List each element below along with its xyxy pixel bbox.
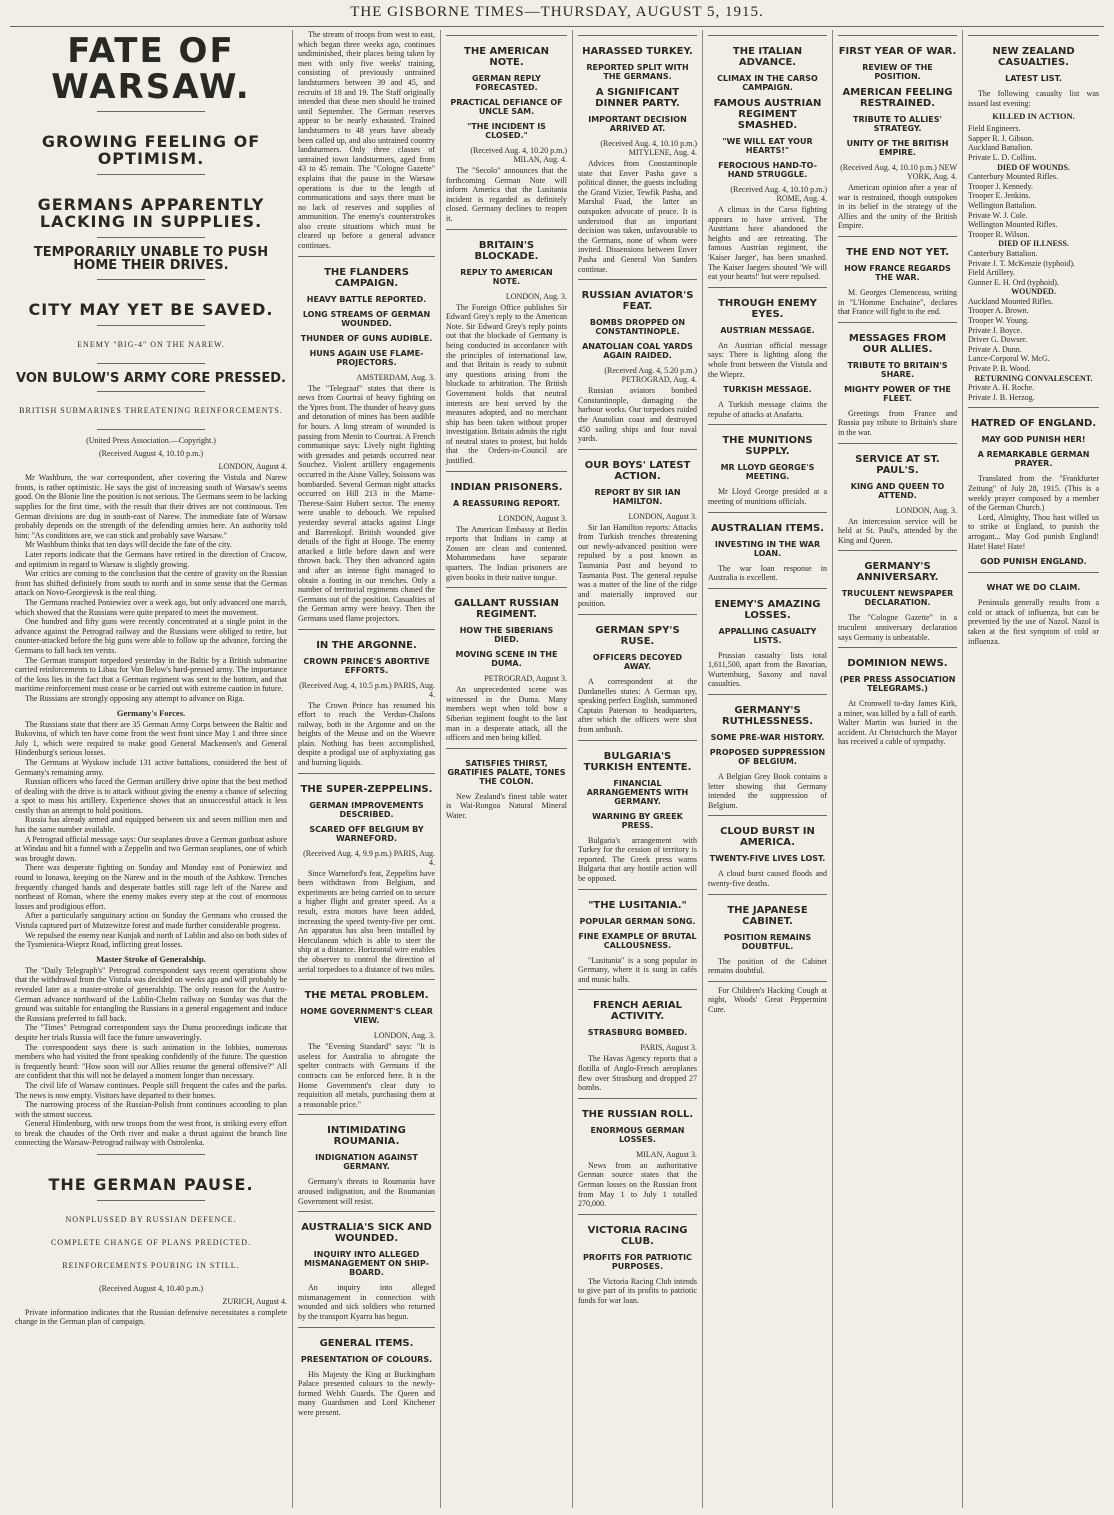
- article-paragraph: Russia has already armed and equipped between six and seven million men and has the same number available.: [15, 815, 287, 835]
- subheading: WARNING BY GREEK PRESS.: [592, 811, 683, 830]
- article-paragraph: The Foreign Office publishes Sir Edward Grey's reply to the American Note. Sir Edward Grey's reply points out that the blockade of Germany is being conducted in accordance with the principles of international law, and that Britain is ready to submit any questions arising from the blockade to arbitration. The British Government holds that neutral interests are best served by the measures adopted, and no merchant ship has been taken without proper investigation. Britain admits the right of neutral states to protest, but holds that the Orders-in-Council are justified.: [446, 302, 567, 466]
- article-australia: [298, 1211, 435, 1321]
- casualty-line: DIED OF ILLNESS.: [998, 239, 1069, 249]
- article-first-year: [838, 35, 957, 231]
- article-paragraph: The civil life of Warsaw continues. People still frequent the cafes and the parks. The news is now empty. Visitors have departed to their homes.: [15, 1080, 287, 1100]
- casualty-line: Field Engineers.: [968, 124, 1021, 134]
- article-paragraph: Advices from Constantinople state that Enver Pasha gave a political dinner, the guests including the Grand Vizier, Tewfik Pasha, and Marshal Fuad, the latter an outspoken advocate of peace. It is understood that an important decision was taken, unfavourable to the Germans, none of whom were invited. Dissensions between Enver Pasha and General Von Sanders continue.: [578, 159, 697, 274]
- subheading: SOME PRE-WAR HISTORY.: [710, 733, 825, 743]
- ad-text: New Zealand's finest table water is Wai-Rongoa Natural Mineral Water.: [446, 791, 567, 820]
- article-turkey: [578, 35, 697, 274]
- article-paragraph: General Hindenburg, with new troops from the west front, is striking every effort to break the chaudes of the Orth river and make a thrust against the branch line connecting the Warsaw-Petrograd railway with Ostrolenka.: [15, 1119, 287, 1148]
- subheading: (PER PRESS ASSOCIATION TELEGRAMS.): [839, 675, 956, 694]
- subheading: TRUCULENT NEWSPAPER DECLARATION.: [841, 589, 954, 608]
- article-paragraph: At Cromwell to-day James Kirk, a miner, was killed by a fall of earth. Walter Martin was buried in the accident. At Christchurch the Mayor has received a cable of sympathy.: [838, 699, 957, 747]
- casualty-line: Lance-Corporal W. McG.: [968, 354, 1050, 364]
- dateline: PARIS, August 3.: [640, 1043, 697, 1053]
- section-heading: THE METAL PROBLEM.: [304, 990, 429, 1002]
- casualty-line: Trooper E. Jenkins.: [968, 191, 1031, 201]
- subheading: ANATOLIAN COAL YARDS AGAIN RAIDED.: [582, 342, 693, 361]
- column-3: [440, 30, 572, 1508]
- column-4: [572, 30, 702, 1508]
- article-paragraph: The Russians are strongly opposing any attempt to advance on Riga.: [25, 693, 245, 703]
- dateline: LONDON, Aug. 3.: [373, 1031, 435, 1041]
- casualty-line: WOUNDED.: [1011, 287, 1056, 297]
- article-australian-items: [708, 512, 827, 583]
- article-paragraph: The Crown Prince has resumed his effort to reach the Verdun-Chalons railway, both in the Argonne and on the heights of the Meuse and on the Woevre plain. Nothing has been accomplished, despite a prodigal use of asphyxiating gas and burning liquids.: [298, 700, 435, 768]
- casualty-line: Wellington Battalion.: [968, 200, 1037, 210]
- advertisement: [708, 981, 827, 1015]
- divider: [97, 237, 206, 238]
- article-end-not-yet: [838, 236, 957, 317]
- column-1: [10, 30, 292, 1508]
- subheading: HOW FRANCE REGARDS THE WAR.: [844, 263, 951, 282]
- dateline: (Received Aug. 4, 10.10 p.m.) MITYLENE, Aug. 4.: [600, 139, 697, 157]
- masthead: THE GISBORNE TIMES—THURSDAY, AUGUST 5, 1915.: [10, 4, 1104, 27]
- article-paragraph: Sir Ian Hamilton reports: Attacks from Turkish trenches threatening our newly-advanced position were repulsed by a post known as Tasmania Post and beyond to Tasmania Post. The general repulse was a matter of the line of the ridge and materially improved our position.: [578, 522, 697, 609]
- article-paragraph: The "Telegraaf" states that there is news from Courtrai of heavy fighting on the Ypres front. The thunder of heavy guns and detonation of mines has been audible for hours. A long stream of wounded is passing from Menin to Courtrai. A French communique says: Lively night fighting with grenades and petards occurred near Souchez. Violent artillery engagements occurred in the Aisne Valley, Soissons was bombarded. Several German night attacks occurred on Hill 213 in the Marne-Therese-Saint Hubert sector. The enemy were unable to debouch. We repulsed yesterday several attacks against Linge and Barrenkopf. British wounded give details of the fight at Hooge. The enemy attacked a little before dawn and were thrown back. They then advanced again and after an intense fight managed to obtain a footing in our trenches. Only a number of territorial regiments chased the Germans out of the position. Casualties of the German army were heavy. Then the Germans used flame projectors.: [298, 383, 436, 623]
- subheading: INDIGNATION AGAINST GERMANY.: [315, 1153, 418, 1172]
- article-paragraph: An Austrian official message says: There is lighting along the whole front between the Vistula and the Wieprz.: [708, 340, 827, 379]
- casualty-line: Auckland Battalion.: [968, 143, 1033, 153]
- article-ruthlessness: [708, 694, 827, 810]
- article-anniversary: [838, 550, 957, 642]
- subheading: REPLY TO AMERICAN NOTE.: [460, 267, 553, 286]
- subheading: A REMARKABLE GERMAN PRAYER.: [977, 450, 1090, 469]
- section-heading: GERMAN SPY'S RUSE.: [595, 625, 680, 648]
- casualty-line: Driver G. Dowser.: [968, 335, 1028, 345]
- subheading: REPORT BY SIR IAN HAMILTON.: [594, 487, 681, 506]
- dateline: (Received Aug. 4, 10.5 p.m.) PARIS, Aug. 4.: [299, 680, 435, 699]
- article-paragraph: After a particularly sanguinary action on Sunday the Germans who crossed the Vistula captured part of Mutzewitze forest and made further considerable progress.: [15, 911, 287, 930]
- article-flanders: [298, 256, 435, 624]
- column-6: [832, 30, 962, 1508]
- subheading: INQUIRY INTO ALLEGED MISMANAGEMENT ON SHIP-BOARD.: [304, 1250, 429, 1278]
- article-paragraph: A correspondent at the Dardanelles states: A German spy, speaking perfect English, summoned Captain Paterson to headquarters, after which the officers were shot from ambush.: [578, 677, 697, 734]
- section-heading: SERVICE AT ST. PAUL'S.: [855, 453, 940, 476]
- article-paragraph: His Majesty the King at Buckingham Palace presented colours to the newly-formed Welsh Guards. The Queen and many Guardsmen and Lord Kitchener were present.: [298, 1369, 435, 1417]
- divider: [97, 1200, 206, 1201]
- article-paragraph: The "Daily Telegraph's" Petrograd correspondent says recent operations show that the withdrawal from the Vistula was decided on weeks ago and will probably be revealed later as a master-stroke of generalship. The only reason for the Austro-German advance northward of the Lublin-Chelm railway on Sunday was that the ground was suitable for entangling the Russians in a general engagement and induce the Russians preferred to fall back.: [15, 965, 287, 1023]
- subheading: SCARED OFF BELGIUM BY WARNEFORD.: [309, 824, 424, 843]
- deck-9: COMPLETE CHANGE OF PLANS PREDICTED.: [50, 1237, 252, 1247]
- dateline: LONDON, August 3.: [628, 511, 697, 521]
- article-paragraph: The American Embassy at Berlin reports that Indians in camp at Zossen are clean and contented. Mohammedans have separate quarters. The Indian prisoners are given books in their native tongue.: [446, 524, 567, 582]
- casualty-line: Gunner E. H. Ord (typhoid).: [968, 277, 1059, 287]
- divider: [97, 391, 206, 392]
- section-heading: GENERAL ITEMS.: [319, 1337, 414, 1349]
- deck-7: BRITISH SUBMARINES THREATENING REINFORCEMENTS.: [19, 406, 283, 416]
- section-heading: GERMANY'S RUTHLESSNESS.: [721, 705, 814, 728]
- section-heading: FRENCH AERIAL ACTIVITY.: [592, 1000, 683, 1023]
- subheading: Germany's Forces.: [116, 707, 186, 718]
- subheading: HEAVY BATTLE REPORTED.: [306, 294, 427, 304]
- subheading: BOMBS DROPPED ON CONSTANTINOPLE.: [589, 318, 686, 337]
- list-heading: KILLED IN ACTION.: [992, 111, 1075, 122]
- article-our-boys: [578, 449, 697, 609]
- section-heading: DOMINION NEWS.: [847, 658, 948, 670]
- section-heading: BULGARIA'S TURKISH ENTENTE.: [583, 750, 692, 773]
- section-heading: THE ITALIAN ADVANCE.: [732, 46, 803, 68]
- casualty-line: Trooper J. Kennedy.: [968, 181, 1033, 191]
- subheading: INVESTING IN THE WAR LOAN.: [714, 539, 821, 558]
- subheading: OFFICERS DECOYED AWAY.: [592, 653, 683, 672]
- section-heading: IN THE ARGONNE.: [316, 639, 417, 651]
- subheading: AUSTRIAN MESSAGE.: [720, 325, 815, 335]
- article-paragraph: The "Secolo" announces that the forthcoming German Note will inform America that the Lusitania incident is regarded as definitely closed. Germany declines to reopen it.: [446, 166, 567, 223]
- article-paragraph: Mr Washburn thinks that ten days will decide the fate of the city.: [25, 540, 232, 550]
- dateline: LONDON, Aug. 3.: [505, 291, 567, 301]
- casualty-line: RETURNING CONVALESCENT.: [974, 373, 1093, 383]
- subheading: TURKISH MESSAGE.: [723, 385, 812, 395]
- article-paragraph: Peninsula generally results from a cold or attack of influenza, but can be prevented by the use of Nazol. Nazol is taken at the first symptom of cold or influenza.: [968, 598, 1099, 646]
- casualty-line: Canterbury Battalion.: [968, 248, 1038, 258]
- casualty-line: Canterbury Mounted Rifles.: [968, 172, 1058, 182]
- article-russian-regiment: [446, 587, 567, 743]
- subheading: CLIMAX IN THE CARSO CAMPAIGN.: [717, 74, 818, 92]
- casualty-list: [968, 124, 1099, 402]
- subheading: TRIBUTE TO BRITAIN'S SHARE.: [847, 360, 948, 379]
- dateline: AMSTERDAM, Aug. 3.: [356, 372, 435, 382]
- article-japanese-cabinet: [708, 894, 827, 976]
- article-paragraph: Russian aviators bombed Constantinople, damaging the harbour works. Our torpedoes raided the Anatolian coast and destroyed 450 sailing ships and four naval yards.: [578, 386, 697, 444]
- section-heading: VICTORIA RACING CLUB.: [587, 1224, 688, 1247]
- subheading: HOW THE SIBERIANS DIED.: [459, 626, 554, 645]
- article-paragraph: An inquiry into alleged mismanagement in connection with wounded and sick soldiers who returned by the transport Kyarra has begun.: [298, 1283, 435, 1321]
- deck-4: CITY MAY YET BE SAVED.: [28, 299, 274, 319]
- subheading: MR LLOYD GEORGE'S MEETING.: [720, 463, 815, 482]
- dateline: (Received Aug. 4, 10.10 p.m.) ROME, Aug. 4.: [730, 185, 827, 203]
- article-paragraph: News from an authoritative German source states that the German losses on the Russian front from May 1 to July 1 totalled 270,000.: [578, 1160, 697, 1209]
- subheading: REVIEW OF THE POSITION.: [862, 63, 933, 81]
- dateline: (Received Aug. 4, 9.9 p.m.) PARIS, Aug. 4.: [303, 848, 435, 867]
- casualty-line: Wellington Mounted Rifles.: [968, 220, 1058, 230]
- divider: [97, 279, 206, 280]
- article-paragraph: The correspondent says there is such animation in the lobbies, numerous members who had visited the front speaking confidently of the future. The question is frequently heard: "How soon will our Allies resume the general offensive?" All are confident that this will not be delayed a moment longer than necessary.: [15, 1042, 287, 1081]
- article-paragraph: The Germans at Wyskow include 131 active battalions, considered the best of Germany's remaining army.: [15, 757, 287, 777]
- subheading: APPALLING CASUALTY LISTS.: [718, 626, 817, 645]
- article-paragraph: A climax in the Carso fighting appears to have arrived. The Austrians have abandoned the heights and are retreating. The famous Austrian regiment, the 'Kaiser Jaeger', has been smashed. The Kaiser Jaegers shouted 'We will eat your hearts!' but were repulsed.: [708, 205, 827, 282]
- article-paragraph: Translated from the "Frankfurter Zeitung" of July 28, 1915. (This is a weekly prayer composed by a member of the German Church.): [968, 474, 1099, 513]
- divider: [97, 111, 206, 112]
- article-paragraph: The war loan response in Australia is excellent.: [708, 563, 827, 583]
- article-paragraph: Lord, Almighty, Thou hast willed us to strike at England, to punish the arrogant... May God punish England! Hate! Hate! Hate!: [968, 512, 1099, 551]
- casualty-line: Private L. D. Collins.: [968, 152, 1037, 162]
- article-blockade: [446, 229, 567, 466]
- subheading: GERMAN IMPROVEMENTS DESCRIBED.: [309, 800, 424, 819]
- section-heading: THE END NOT YET.: [846, 246, 949, 258]
- article-paragraph: We repulsed the enemy near Kunjak and north of Lublin and also on both sides of the Tysmienica-Wieprz Road, inflicting great losses.: [15, 930, 287, 950]
- dateline: LONDON, August 3.: [498, 513, 567, 523]
- section-heading: THE RUSSIAN ROLL.: [581, 1108, 694, 1120]
- subheading: "WE WILL EAT YOUR HEARTS!": [722, 137, 813, 155]
- section-heading: THE FLANDERS CAMPAIGN.: [324, 266, 409, 289]
- subheading: THUNDER OF GUNS AUDIBLE.: [300, 333, 433, 343]
- article-paragraph: The Havas Agency reports that a flotilla of Anglo-French aeroplanes flew over Strasburg and dropped 27 bombs.: [578, 1054, 697, 1093]
- subheading: GOD PUNISH ENGLAND.: [980, 557, 1087, 567]
- casualty-line: Auckland Mounted Rifles.: [968, 296, 1054, 306]
- subheading: PROFITS FOR PATRIOTIC PURPOSES.: [583, 1252, 692, 1271]
- article-indian-prisoners: [446, 471, 567, 583]
- subheading: IMPORTANT DECISION ARRIVED AT.: [588, 115, 687, 133]
- casualty-line: Private P. B. Wood.: [968, 364, 1031, 374]
- subheading: ENORMOUS GERMAN LOSSES.: [590, 1125, 685, 1144]
- casualty-line: Private W. J. Cole.: [968, 210, 1028, 220]
- article-paragraph: M. Georges Clemenceau, writing in "L'Homme Enchaine", declares that France will fight to the end.: [838, 287, 957, 317]
- article-hatred: [968, 407, 1099, 566]
- casualty-line: Private J. Boyce.: [968, 325, 1023, 335]
- dateline: MILAN, August 3.: [636, 1149, 697, 1159]
- subheading: AMERICAN FEELING RESTRAINED.: [842, 87, 953, 109]
- casualty-line: Private J. B. Herzog.: [968, 392, 1035, 402]
- article-paragraph: A Petrograd official message says: Our seaplanes drove a German gunboat ashore at Windau and hit a funnel with a Zeppelin and two German seaplanes, one of which was brought down.: [15, 834, 287, 863]
- subheading: REPORTED SPLIT WITH THE GERMANS.: [586, 63, 689, 81]
- section-heading: HARASSED TURKEY.: [582, 46, 693, 57]
- article-russian-roll: [578, 1098, 697, 1209]
- dateline: LONDON, August 4.: [218, 462, 287, 472]
- article-paragraph: The "Times" Petrograd correspondent says the Duma proceedings indicate that despite her trials Russia will face the future unwaveringly.: [15, 1023, 287, 1042]
- casualty-line: Private A. Dunn.: [968, 344, 1022, 354]
- section-heading: GERMANY'S ANNIVERSARY.: [856, 561, 939, 584]
- deck-1: GROWING FEELING OF OPTIMISM.: [41, 132, 261, 169]
- article-paragraph: The Victoria Racing Club intends to give part of its profits to patriotic funds for war loan.: [578, 1276, 697, 1305]
- subheading: CROWN PRINCE'S ABORTIVE EFFORTS.: [303, 656, 430, 675]
- article-roumania: [298, 1114, 435, 1206]
- article-paragraph: Mr Lloyd George presided at a meeting of munitions officials.: [708, 487, 827, 506]
- section-heading: MESSAGES FROM OUR ALLIES.: [848, 332, 947, 355]
- subheading: A REASSURING REPORT.: [452, 498, 560, 508]
- subheading: PRESENTATION OF COLOURS.: [300, 1354, 433, 1364]
- subheading: LATEST LIST.: [1005, 74, 1062, 83]
- article-enemy-losses: [708, 588, 827, 689]
- section-heading: INTIMIDATING ROUMANIA.: [327, 1125, 406, 1148]
- article-paragraph: War critics are coming to the conclusion that the centre of gravity on the Russian front has shifted definitely from south to north and in some sense that the German attack on Novo-Georgievsk is the real thing.: [15, 569, 287, 598]
- received-line: (Received August 4, 10.40 p.m.): [99, 1283, 203, 1293]
- subheading: FINE EXAMPLE OF BRUTAL CALLOUSNESS.: [578, 931, 697, 950]
- article-paragraph: One hundred and fifty guns were recently concentrated at a single point in the advance against the Petrograd railway and the Russians were obliged to retire, but counter-attacked before the big guns were able to follow up the advance, forcing the Germans to fall back ten versts.: [15, 617, 287, 655]
- article-what-we-claim: [968, 572, 1099, 646]
- article-paragraph: The Russians state that there are 35 German Army Corps between the Baltic and Bukovina, of which ten have come from the west front since May 1 and three since July 1, which were required to make good General Mackensen's and General Hindenburg's serious losses.: [15, 719, 287, 758]
- deck-2: GERMANS APPARENTLY LACKING IN SUPPLIES.: [37, 194, 265, 231]
- subheading: POSITION REMAINS DOUBTFUL.: [723, 932, 812, 951]
- subheading: PRACTICAL DEFIANCE OF UNCLE SAM.: [450, 98, 563, 116]
- article-general: [298, 1327, 435, 1418]
- article-paragraph: The position of the Cabinet remains doubtful.: [708, 956, 827, 976]
- section-heading: HATRED OF ENGLAND.: [970, 418, 1097, 430]
- article-paragraph: "Lusitania" is a song popular in Germany, where it is sung in cafés and music halls.: [578, 955, 697, 984]
- subheading: FAMOUS AUSTRIAN REGIMENT SMASHED.: [713, 98, 822, 131]
- newspaper-columns: [10, 30, 1104, 1508]
- subheading: PROPOSED SUPPRESSION OF BELGIUM.: [709, 748, 826, 767]
- article-argonne: [298, 629, 435, 768]
- article-paragraph: An intercession service will be held at St. Paul's, attended by the King and Queen.: [838, 516, 957, 545]
- deck-10: REINFORCEMENTS POURING IN STILL.: [62, 1260, 240, 1270]
- article-paragraph: A Turkish message claims the repulse of attacks at Anafarta.: [708, 400, 827, 419]
- section-heading: THE SUPER-ZEPPELINS.: [300, 783, 433, 795]
- subheading: GERMAN REPLY FORECASTED.: [472, 74, 541, 92]
- article-italian-advance: [708, 35, 827, 282]
- section-heading: RUSSIAN AVIATOR'S FEAT.: [581, 290, 694, 313]
- article-cloud-burst: [708, 815, 827, 888]
- article-paragraph: The following casualty list was issued last evening:: [968, 89, 1099, 108]
- article-paragraph: The "Evening Standard" says: "It is useless for Australia to abrogate the spelter contracts with Germans if the contracts can be enforced here. It is the Home Government's clear duty to requisition all metals, purchasing them at a reasonable price.": [298, 1042, 435, 1109]
- article-zeppelins: [298, 773, 435, 975]
- casualty-line: Private J. T. McKenzie (typhoid).: [968, 258, 1076, 268]
- article-paragraph: Russian officers who faced the German artillery drive opine that the best method of dealing with the drive is to attack without giving the enemy a chance of selecting a spot to mass his artillery. Experience shows that an unsuccessful attack is less costly than an attempt to hold positions.: [15, 777, 287, 815]
- article-paragraph: An unprecedented scene was witnessed in the Duma. Many members wept when told how a Siberian regiment fought to the last man in a desperate attack, all the officers and men being killed.: [446, 685, 567, 743]
- article-messages-allies: [838, 322, 957, 438]
- deck-6: VON BULOW'S ARMY CORE PRESSED.: [16, 370, 286, 386]
- article-paragraph: The Germans reached Poniewiez over a week ago, but only advanced one march, which showed that the Russians were quite prepared to meet the movement.: [15, 598, 287, 617]
- deck-3: TEMPORARILY UNABLE TO PUSH HOME THEIR DRIVES.: [33, 244, 269, 274]
- deck-8: NONPLUSSED BY RUSSIAN DEFENCE.: [65, 1214, 237, 1224]
- article-american-note: [446, 35, 567, 224]
- casualty-line: Trooper A. Brown.: [968, 306, 1029, 316]
- deck-5: ENEMY "BIG-4" ON THE NAREW.: [77, 339, 225, 349]
- divider: [97, 1154, 206, 1155]
- section-heading: OUR BOYS' LATEST ACTION.: [584, 459, 691, 482]
- received-line: (Received August 4, 10.10 p.m.): [99, 449, 203, 459]
- dateline: ZURICH, August 4.: [222, 1296, 287, 1306]
- article-paragraph: Mr Washburn, the war correspondent, after covering the Vistula and Narew fronts, is rather optimistic. He says the gist of increasing south of Warsaw's seems good. On the Blonie line the position is not serious. The Germans seem to be lacking supplies for the first time, with the result that their drives are not continuous. Ten German divisions are dug in south-east of Narew. The immediate fate of Warsaw probably depends on the strength of the defending armies here. An authority told him: "As conditions are, we can stick and probably save Warsaw.": [15, 473, 287, 540]
- section-heading: AUSTRALIA'S SICK AND WOUNDED.: [301, 1222, 432, 1245]
- section-heading: ENEMY'S AMAZING LOSSES.: [714, 598, 821, 621]
- article-paragraph: Later reports indicate that the Germans have retired in the direction of Cracow, and optimism in regard to Warsaw is slightly growing.: [15, 550, 287, 569]
- article-bulgaria: [578, 740, 697, 884]
- subheading: MIGHTY POWER OF THE FLEET.: [844, 384, 951, 403]
- dateline: LONDON, Aug. 3.: [895, 505, 957, 515]
- section-heading: INDIAN PRISONERS.: [450, 481, 563, 493]
- article-racing-club: [578, 1214, 697, 1306]
- article-casualties: [968, 35, 1099, 402]
- section-heading: AUSTRALIAN ITEMS.: [710, 522, 825, 534]
- dateline: (Received Aug. 4, 5.20 p.m.) PETROGRAD, Aug. 4.: [604, 366, 697, 385]
- casualty-line: DIED OF WOUNDS.: [997, 162, 1070, 172]
- article-paragraph: Bulgaria's arrangement with Turkey for the cession of territory is reported. The Greek press warns Bulgaria that any hostile action will be opposed.: [578, 835, 697, 883]
- article-paragraph: The stream of troops from west to east, which began three weeks ago, continues undiminished, their places being taken by men with only five weeks' training, consisting of previously untrained landsturmers between 39 and 45, and recruits of 18 and 19. The Staff originally intended that these men should be trained until September. The German reserves appear to be nearly exhausted. Trained landsturmers to 48 years have already been called up, and also untrained country landsturmers. Only three classes of untrained town landsturmers, aged from 43 to 45 remain. The "Cologne Gazette" explains that the pause in the Warsaw operations is due to the length of communications and says there must be no lack of reserves and supplies of ammunition. The enemy's counterstrokes also create situations which must be cleared up before a general advance continues.: [298, 30, 435, 251]
- article-lusitania: [578, 889, 697, 985]
- article-st-pauls: [838, 443, 957, 546]
- subheading: KING AND QUEEN TO ATTEND.: [850, 481, 945, 500]
- divider: [97, 325, 206, 326]
- article-paragraph: There was desperate fighting on Sunday and Monday east of Poniewiez and round to Ionawa, keeping on the Narew and in the mouth of the Ashkow. Trenches frequently changed hands and desperate battles still rage left of the Narew and northeast of Roman, where the enemy makes every step at the cost of enormous losses and prodigious effort.: [15, 863, 287, 911]
- ad-heading: SATISFIES THIRST, GRATIFIES PALATE, TONES THE COLON.: [447, 758, 566, 786]
- subheading: TRIBUTE TO ALLIES' STRATEGY.: [853, 115, 942, 133]
- main-headline: FATE OF WARSAW.: [51, 31, 251, 107]
- subheading: TWENTY-FIVE LIVES LOST.: [709, 854, 826, 864]
- casualty-line: Sapper R. J. Gibson.: [968, 133, 1034, 143]
- article-dominion-news: [838, 647, 957, 747]
- article-paragraph: The narrowing process of the Russian-Polish front continues according to plan with the utmost success.: [15, 1100, 287, 1119]
- article-spy: [578, 614, 697, 735]
- divider: [97, 174, 206, 175]
- subheading: FEROCIOUS HAND-TO-HAND STRUGGLE.: [718, 161, 817, 179]
- headline-2: THE GERMAN PAUSE.: [48, 1175, 254, 1195]
- column-2: [292, 30, 440, 1508]
- article-paragraph: Since Warneford's feat, Zeppelins have been withdrawn from Belgium, and experiments are being carried on to secure a higher flight and greater speed. As a result, extra motors have been added, increasing the speed twenty-five per cent. An apparatus has also been installed by Herculanean which is able to steer the ship at a distance. Horizontal wire enables the observer to control the direction of aerial torpedoes to a distance of two miles.: [298, 868, 435, 974]
- article-aviator: [578, 279, 697, 444]
- section-heading: FIRST YEAR OF WAR.: [838, 46, 957, 57]
- column-7: [962, 30, 1104, 1508]
- article-metal: [298, 979, 435, 1109]
- section-heading: BRITAIN'S BLOCKADE.: [474, 239, 539, 262]
- dateline: (Received Aug. 4, 10.20 p.m.) MILAN, Aug. 4.: [470, 146, 567, 164]
- subheading: MOVING SCENE IN THE DUMA.: [455, 650, 558, 669]
- subheading: HUNS AGAIN USE FLAME-PROJECTORS.: [309, 348, 424, 367]
- column-5: [702, 30, 832, 1508]
- subheading: A SIGNIFICANT DINNER PARTY.: [595, 87, 680, 109]
- subheading: Master Stroke of Generalship.: [96, 953, 206, 964]
- credit-line: (United Press Association.—Copyright.): [86, 436, 216, 446]
- article-paragraph: American opinion after a year of war is restrained, though outspoken in its belief in the strategy of the Allies and the unity of the British Empire.: [838, 183, 957, 231]
- article-enemy-eyes: [708, 287, 827, 420]
- subheading: "THE INCIDENT IS CLOSED.": [467, 122, 546, 140]
- subheading: HOME GOVERNMENT'S CLEAR VIEW.: [300, 1007, 433, 1026]
- article-paragraph: Germany's threats to Roumania have aroused indignation, and the Roumanian Government will resist.: [298, 1177, 435, 1206]
- section-heading: THE AMERICAN NOTE.: [464, 46, 549, 68]
- subheading: LONG STREAMS OF GERMAN WOUNDED.: [302, 309, 431, 328]
- subheading: FINANCIAL ARRANGEMENTS WITH GERMANY.: [586, 778, 689, 806]
- casualty-line: Field Artillery.: [968, 268, 1016, 278]
- divider: [97, 363, 206, 364]
- section-heading: THE JAPANESE CABINET.: [727, 904, 808, 927]
- article-paragraph: A Belgian Grey Book contains a letter showing that Germany intended the suppression of Belgium.: [708, 772, 827, 810]
- divider: [97, 429, 206, 430]
- subheading: MAY GOD PUNISH HER!: [981, 435, 1086, 445]
- casualty-line: Trooper W. Young.: [968, 316, 1029, 326]
- article-french-aerial: [578, 989, 697, 1092]
- section-heading: THE MUNITIONS SUPPLY.: [722, 435, 813, 458]
- section-heading: "THE LUSITANIA.": [588, 899, 687, 911]
- article-paragraph: Private information indicates that the Russian defensive necessitates a complete change in the German plan of campaign.: [15, 1307, 287, 1327]
- section-heading: GALLANT RUSSIAN REGIMENT.: [454, 598, 559, 621]
- section-heading: THROUGH ENEMY EYES.: [718, 297, 817, 320]
- subheading: POPULAR GERMAN SONG.: [579, 916, 696, 926]
- dateline: PETROGRAD, August 3.: [484, 674, 567, 684]
- subheading: UNITY OF THE BRITISH EMPIRE.: [846, 139, 949, 157]
- dateline: (Received Aug. 4, 10.10 p.m.) NEW YORK, Aug. 4.: [840, 163, 957, 181]
- article-paragraph: The "Cologne Gazette" in a truculent anniversary declaration says Germany is unbeatable.: [838, 613, 957, 642]
- casualty-line: Trooper R. Wilson.: [968, 229, 1030, 239]
- casualty-line: Private A. H. Roche.: [968, 383, 1035, 393]
- advertisement: [446, 748, 567, 821]
- subheading: STRASBURG BOMBED.: [587, 1028, 688, 1038]
- article-paragraph: The German transport torpedoed yesterday in the Baltic by a British submarine carried reinforcements to Libau for Von Below's hard-pressed army. The importance of the loss lies in the fact that a German regiment was sent to the bottom, and that maritime reinforcement must cease or be carried out with extreme caution in future.: [15, 655, 287, 694]
- section-heading: NEW ZEALAND CASUALTIES.: [992, 46, 1075, 68]
- subheading: WHAT WE DO CLAIM.: [986, 583, 1081, 593]
- section-heading: CLOUD BURST IN AMERICA.: [720, 826, 815, 849]
- article-paragraph: Prussian casualty lists total 1,611,500, apart from the Bavarian, Wurtemburg, Saxony and naval casualties.: [708, 650, 827, 689]
- ad-text: For Children's Hacking Cough at night, Woods' Great Peppermint Cure.: [708, 985, 827, 1014]
- article-paragraph: A cloud burst caused floods and twenty-five deaths.: [708, 869, 827, 889]
- article-munitions: [708, 424, 827, 506]
- article-paragraph: Greetings from France and Russia pay tribute to Britain's share in the war.: [838, 408, 957, 437]
